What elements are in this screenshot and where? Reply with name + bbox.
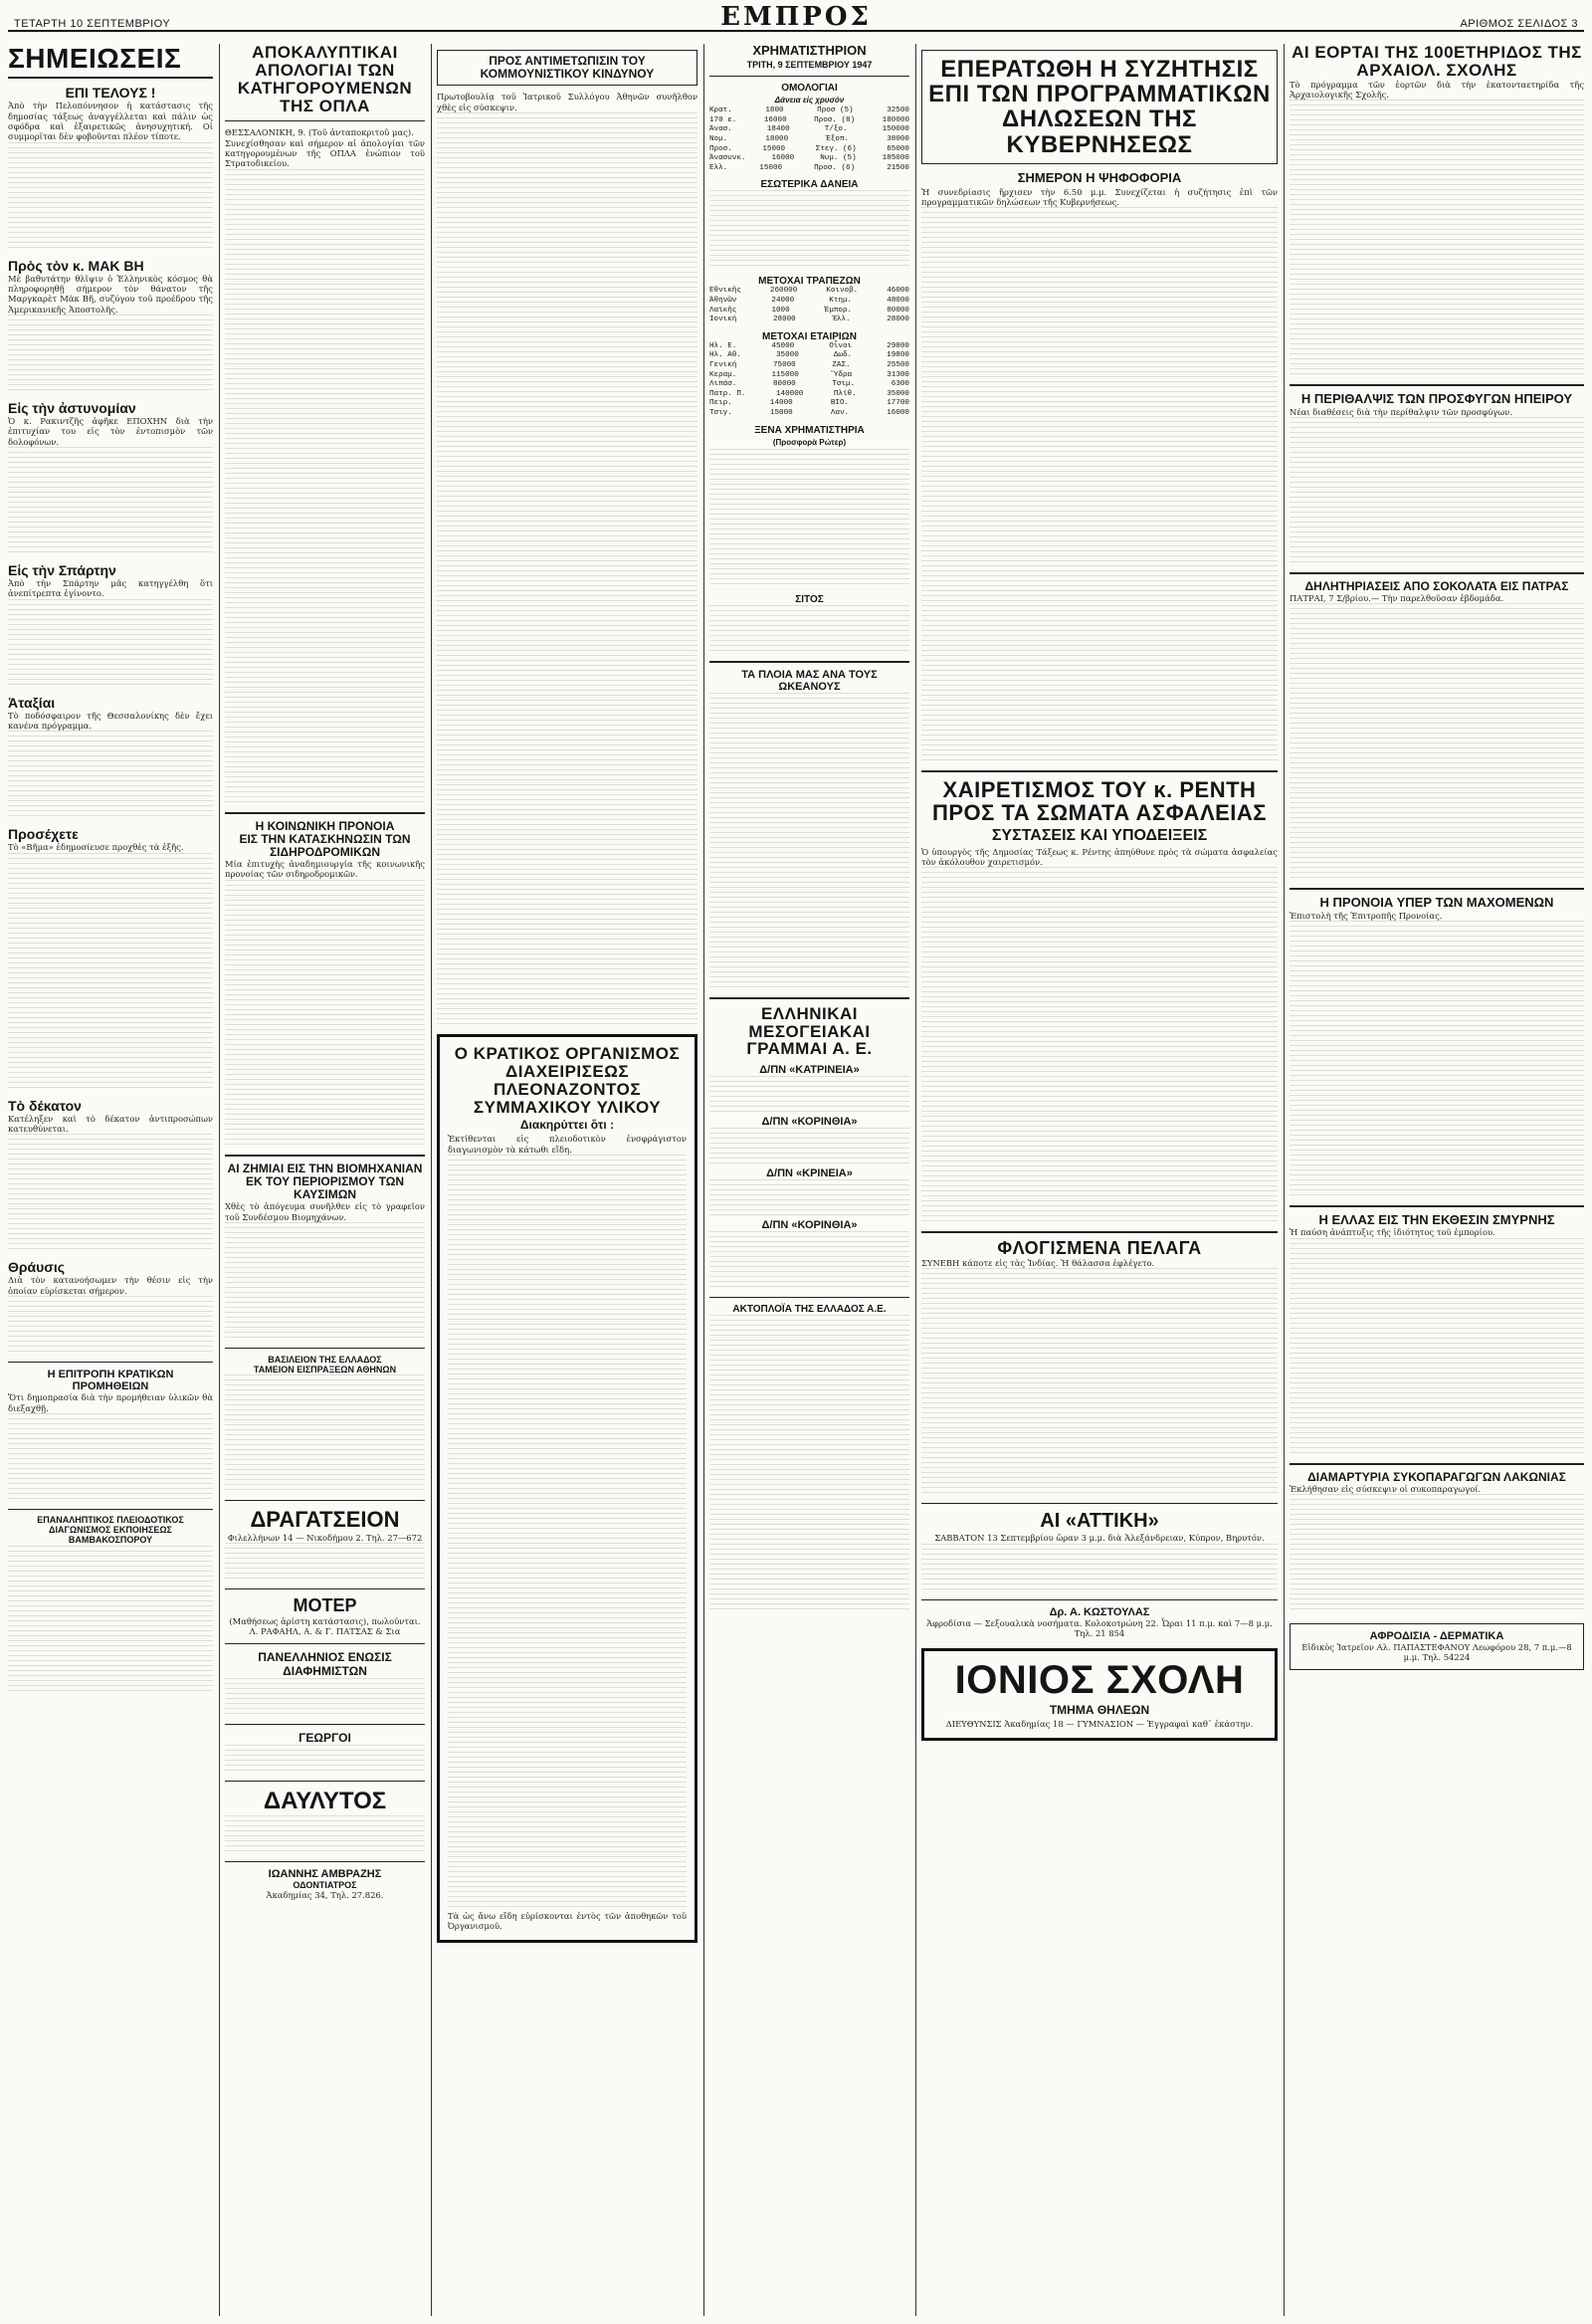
- headline: ΠΡΟΣ ΑΝΤΙΜΕΤΩΠΙΣΙΝ ΤΟΥ ΚΟΜΜΟΥΝΙΣΤΙΚΟΥ ΚΙΝΔΥΝΟΥ: [480, 54, 655, 82]
- article-title: Εἰς τὴν Σπάρτην: [8, 561, 116, 578]
- column-notes: [8, 44, 213, 2316]
- companies-table: [709, 342, 909, 419]
- article-title: Προσέχετε: [8, 826, 79, 843]
- table-cell: Προσ.: [709, 144, 732, 153]
- table-cell: Ἀνασυνκ.: [709, 154, 746, 163]
- divider: [225, 1500, 425, 1501]
- text-block: [709, 449, 909, 588]
- text-block: [1290, 921, 1584, 1199]
- medical-ad-box: [1290, 1623, 1584, 1670]
- table-cell: 260000: [769, 287, 798, 296]
- article-title: Ἀταξίαι: [8, 694, 56, 711]
- ad-text: ΣΑΒΒΑΤΟΝ 13 Σεπτεμβρίου ὥραν 3 μ.μ. διὰ Ἀλεξάνδρειαν, Κύπρον, Βηρυτόν.: [934, 1533, 1265, 1544]
- table-cell: Ἠλ. Αθ.: [709, 351, 741, 360]
- table-title: ΜΕΤΟΧΑΙ ΤΡΑΠΕΖΩΝ: [758, 276, 861, 288]
- article-title: Εἰς τὴν ἀστυνομίαν: [8, 399, 136, 416]
- ad-title: ΔΑΥΛΥΤΟΣ: [263, 1787, 387, 1814]
- column-trial: [225, 44, 425, 2316]
- table-cell: Λιπάσ.: [709, 380, 737, 389]
- bonds-table: [709, 106, 909, 173]
- notice-text: Τὰ ὡς ἄνω εἴδη εὑρίσκονται ἐντὸς τῶν ἀποθηκῶν τοῦ Ὀργανισμοῦ.: [448, 1910, 687, 1932]
- text-block: [225, 169, 425, 806]
- table-cell: Ἐλλ.: [709, 163, 728, 172]
- table-row: [709, 351, 909, 361]
- issue-date: ΤΕΤΑΡΤΗ 10 ΣΕΠΤΕΜΒΡΙΟΥ: [14, 18, 171, 30]
- table-cell: 45000: [771, 341, 795, 350]
- table-cell: Ἠλ. Ε.: [709, 341, 737, 350]
- text-block: [1290, 100, 1584, 378]
- table-cell: 31300: [887, 370, 909, 379]
- divider: [8, 1509, 213, 1510]
- text-block: [1290, 1494, 1584, 1613]
- notice-text: Ἐκτίθενται εἰς πλειοδοτικὸν ἐνσφράγιστον διαγωνισμὸν τὰ κάτωθι εἴδη.: [448, 1134, 687, 1155]
- newspaper-title: ΕΜΠΡΟΣ: [720, 2, 872, 32]
- table-cell: Κρατ.: [709, 106, 732, 115]
- divider: [921, 1599, 1278, 1600]
- notice-box: [437, 1034, 697, 1943]
- text-block: [709, 190, 909, 270]
- text-block: [709, 1315, 909, 1613]
- article-text: Ἡ συνεδρίασις ἤρχισεν τὴν 6.50 μ.μ. Συνεχίζεται ἡ συζήτησις ἐπὶ τῶν προγραμματικῶν δηλώσεων τῆς Κυβερνήσεως.: [921, 186, 1278, 208]
- table-row: [709, 297, 909, 307]
- text-block: [225, 1745, 425, 1775]
- table-cell: Τσιγ.: [709, 408, 732, 417]
- divider: [225, 120, 425, 121]
- article-text: Ἀπὸ τὴν Πελοπόννησον ἡ κατάστασις τῆς δημοσίας τάξεως ἀναγγέλλεται καὶ πάλιν ὡς σφόδρα καὶ ἐξαιρετικῶς ἀνησυχητική. Οἱ συμμορῖται δὲν φοβοῦνται πλέον τίποτε.: [8, 101, 213, 142]
- headline: Η ΠΕΡΙΘΑΛΨΙΣ ΤΩΝ ΠΡΟΣΦΥΓΩΝ ΗΠΕΙΡΟΥ: [1300, 391, 1573, 407]
- text-block: [225, 1678, 425, 1718]
- table-row: [709, 380, 909, 390]
- table-cell: 1800: [765, 106, 784, 115]
- article-text: ΠΑΤΡΑΙ, 7 Σ/βρίου.— Τὴν παρελθοῦσαν ἑβδομάδα.: [1290, 593, 1504, 604]
- table-cell: 17700: [887, 399, 909, 408]
- subheadline: ΣΗΜΕΡΟΝ Η ΨΗΦΟΦΟΡΙΑ: [1017, 169, 1182, 185]
- table-title: ΜΕΤΟΧΑΙ ΕΤΑΙΡΙΩΝ: [762, 330, 857, 342]
- table-cell: 16000: [887, 408, 909, 417]
- table-cell: Προσ. (8): [814, 115, 856, 124]
- column-divider: [1284, 44, 1285, 2316]
- article-text: Ἐκλήθησαν εἰς σύσκεψιν οἱ συκοπαραγωγοί.: [1290, 1483, 1482, 1494]
- table-cell: Πειρ.: [709, 399, 732, 408]
- table-cell: 19800: [887, 351, 909, 360]
- table-cell: 16000: [763, 115, 787, 124]
- table-cell: Γενική: [709, 361, 737, 370]
- text-block: [225, 880, 425, 1149]
- divider: [921, 1231, 1278, 1233]
- text-block: [709, 1076, 909, 1116]
- ad-text: (Μαθήσεως ἀρίστη κατάστασις), πωλοῦνται. Λ. ΡΑΦΑΗΛ, Α. & Γ. ΠΑΤΣΑΣ & Σια: [229, 1616, 421, 1637]
- table-cell: Κοινοβ.: [826, 287, 859, 296]
- column-communism: [437, 44, 697, 2316]
- section-title: ΤΑ ΠΛΟΙΑ ΜΑΣ ΑΝΑ ΤΟΥΣ ΩΚΕΑΝΟΥΣ: [741, 668, 878, 693]
- table-cell: 21500: [887, 163, 909, 172]
- article-text: Πρωτοβουλίᾳ τοῦ Ἰατρικοῦ Συλλόγου Ἀθηνῶν συνῆλθον χθὲς εἰς σύσκεψιν.: [437, 92, 697, 112]
- ad-text: Εἰδικὸς Ἰατρεῖον Αλ. ΠΑΠΑΣΤΕΦΑΝΟΥ Λεωφόρου 28, 7 π.μ.—8 μ.μ. Τηλ. 54224: [1301, 1642, 1572, 1663]
- text-block: [8, 1546, 213, 1695]
- section-date: ΤΡΙΤΗ, 9 ΣΕΠΤΕΜΒΡΙΟΥ 1947: [746, 60, 873, 71]
- table-cell: Ἀνασ.: [709, 125, 732, 134]
- text-block: [921, 1544, 1278, 1593]
- table-row: [709, 409, 909, 419]
- ad-subtitle: ΟΔΟΝΤΙΑΤΡΟΣ: [293, 1879, 357, 1890]
- table-row: [709, 145, 909, 155]
- article-text: Μία ἐπιτυχὴς ἀναδημιουργία τῆς κοινωνικῆς προνοίας τῶν σιδηροδρομικῶν.: [225, 859, 425, 880]
- divider: [921, 1503, 1278, 1504]
- divider: [709, 661, 909, 663]
- table-title: ΣΙΤΟΣ: [795, 593, 824, 605]
- table-cell: 18000: [765, 135, 789, 144]
- subheadline: ΣΥΣΤΑΣΕΙΣ ΚΑΙ ΥΠΟΔΕΙΞΕΙΣ: [991, 826, 1208, 844]
- divider: [225, 812, 425, 814]
- divider: [225, 1348, 425, 1349]
- table-cell: 115000: [771, 370, 799, 379]
- ad-title: ΜΟΤΕΡ: [293, 1595, 357, 1616]
- ship-name: Δ/ΠΝ «ΚΟΡΙΝΘΙΑ»: [761, 1116, 858, 1129]
- divider: [709, 997, 909, 999]
- table-subtitle: Δάνεια εἰς χρυσόν: [774, 96, 845, 106]
- text-block: [225, 1815, 425, 1855]
- table-cell: 80000: [772, 380, 796, 389]
- table-cell: 48000: [887, 297, 909, 306]
- ad-title: ΑΦΡΟΔΙΣΙΑ - ΔΕΡΜΑΤΙΚΑ: [1369, 1630, 1504, 1643]
- text-block: [921, 867, 1278, 1225]
- table-cell: Ἰονική: [709, 316, 737, 324]
- table-cell: 24000: [771, 297, 795, 306]
- text-block: [8, 599, 213, 689]
- table-row: [709, 164, 909, 174]
- text-block: [225, 1374, 425, 1494]
- table-cell: Πατρ. Π.: [709, 389, 746, 398]
- divider: [709, 76, 909, 77]
- divider: [709, 1297, 909, 1298]
- text-block: [8, 142, 213, 252]
- table-row: [709, 361, 909, 371]
- ad-title: Δρ. Α. ΚΩΣΤΟΥΛΑΣ: [1049, 1605, 1150, 1618]
- table-cell: 38000: [887, 135, 909, 144]
- ship-name: Δ/ΠΝ «ΚΟΡΙΝΘΙΑ»: [761, 1219, 858, 1232]
- ship-name: Δ/ΠΝ «ΚΡΙΝΕΙΑ»: [766, 1167, 853, 1180]
- text-block: [709, 605, 909, 655]
- table-cell: 32500: [887, 106, 909, 115]
- article-text: Διὰ τὸν κατανοήσωμεν τὴν θέσιν εἰς τὴν ὁποίαν εὑρίσκεται σήμερον.: [8, 1275, 213, 1296]
- table-cell: Στεγ. (6): [815, 144, 857, 153]
- ad-title: ΙΩΑΝΝΗΣ ΑΜΒΡΑΖΗΣ: [268, 1867, 382, 1880]
- table-cell: 150000: [882, 125, 909, 134]
- column-divider: [915, 44, 916, 2316]
- text-block: [1290, 1238, 1584, 1457]
- text-block: [1290, 417, 1584, 566]
- table-row: [709, 116, 909, 126]
- notes-heading: ΣΗΜΕΙΩΣΕΙΣ: [8, 44, 213, 79]
- shipping-line-title: ΕΛΛΗΝΙΚΑΙ ΜΕΣΟΓΕΙΑΚΑΙ ΓΡΑΜΜΑΙ Α. Ε.: [746, 1003, 873, 1059]
- table-title: ΟΜΟΛΟΓΙΑΙ: [781, 83, 838, 95]
- article-title: Θράυσις: [8, 1259, 66, 1276]
- table-row: [709, 316, 909, 325]
- column-divider: [219, 44, 220, 2316]
- divider: [1290, 1205, 1584, 1207]
- table-row: [709, 307, 909, 317]
- text-block: [709, 693, 909, 991]
- table-row: [709, 125, 909, 135]
- table-cell: Νυμ. (5): [820, 154, 857, 163]
- table-cell: 35000: [775, 351, 799, 360]
- notice-subtitle: Διακηρύττει ὅτι :: [519, 1118, 615, 1133]
- text-block: [8, 447, 213, 556]
- notice-text: Ὅτι δημοπρασία διὰ τὴν προμήθειαν ὑλικῶν θὰ διεξαχθῇ.: [8, 1392, 213, 1413]
- headline: ΔΙΑΜΑΡΤΥΡΙΑ ΣΥΚΟΠΑΡΑΓΩΓΩΝ ΛΑΚΩΝΙΑΣ: [1307, 1469, 1566, 1484]
- table-cell: 1000: [771, 306, 790, 315]
- table-title: ΕΣΩΤΕΡΙΚΑ ΔΑΝΕΙΑ: [760, 179, 859, 191]
- table-cell: ΒΙΟ.: [830, 399, 850, 408]
- table-row: [709, 342, 909, 352]
- divider: [1290, 1463, 1584, 1465]
- table-cell: Τσιμ.: [832, 380, 856, 389]
- ad-text: ΔΙΕΥΘΥΝΣΙΣ Ἀκαδημίας 18 — ΓΥΜΝΑΣΙΟΝ — Ἐγγραφαὶ καθ᾽ ἑκάστην.: [945, 1719, 1254, 1730]
- article-text: Ὁ κ. Ρακιντζῆς ἀφῆκε ΕΠΟΧΗΝ διὰ τὴν ἐπιτυχίαν του εἰς τὸν ἐντοπισμὸν τῶν δολοφόνων.: [8, 416, 213, 447]
- column-divider: [703, 44, 704, 2316]
- ad-title: ΒΑΣΙΛΕΙΟΝ ΤΗΣ ΕΛΛΑΔΟΣ: [268, 1354, 382, 1365]
- table-row: [709, 371, 909, 381]
- text-block: [448, 1155, 687, 1911]
- headline: ΑΙ ΖΗΜΙΑΙ ΕΙΣ ΤΗΝ ΒΙΟΜΗΧΑΝΙΑΝ ΕΚ ΤΟΥ ΠΕΡΙΟΡΙΣΜΟΥ ΤΩΝ ΚΑΥΣΙΜΩΝ: [227, 1161, 423, 1202]
- ad-subtitle: ΤΜΗΜΑ ΘΗΛΕΩΝ: [1049, 1703, 1150, 1718]
- notice-title: Η ΕΠΙΤΡΟΠΗ ΚΡΑΤΙΚΩΝ ΠΡΟΜΗΘΕΙΩΝ: [47, 1369, 174, 1393]
- article-text: Τὸ ποδόσφαιρον τῆς Θεσσαλονίκης δὲν ἔχει κανένα πρόγραμμα.: [8, 710, 213, 732]
- headline: ΦΛΟΓΙΣΜΕΝΑ ΠΕΛΑΓΑ: [997, 1238, 1202, 1259]
- column-divider: [431, 44, 432, 2316]
- table-cell: 28000: [772, 316, 796, 324]
- article-text: Κατέληξεν καὶ τὸ δέκατον ἀντιπροσώπων κατευθύνεται.: [8, 1113, 213, 1135]
- notice-title: ΕΠΑΝΑΛΗΠΤΙΚΟΣ ΠΛΕΙΟΔΟΤΙΚΟΣ ΔΙΑΓΩΝΙΣΜΟΣ ΕΚΠΟΙΗΣΕΩΣ ΒΑΜΒΑΚΟΣΠΟΡΟΥ: [37, 1514, 184, 1545]
- agency-title: ΑΚΤΟΠΛΟΪΑ ΤΗΣ ΕΛΛΑΔΟΣ Α.Ε.: [732, 1304, 887, 1316]
- article-text: Ὁ ὑπουργὸς τῆς Δημοσίας Τάξεως κ. Ρέντης ἀπηύθυνε πρὸς τὰ σώματα ἀσφαλείας τὸν ἀκόλουθον χαιρετισμόν.: [921, 846, 1278, 867]
- divider: [225, 1588, 425, 1589]
- table-cell: ΖΑΣ.: [832, 361, 851, 370]
- text-block: [921, 207, 1278, 764]
- table-cell: 65000: [887, 144, 909, 153]
- page-number: ΑΡΙΘΜΟΣ ΣΕΛΙΔΟΣ 3: [1460, 18, 1578, 30]
- table-subtitle: (Προσφορὰ Ρώτερ): [772, 437, 847, 447]
- table-cell: Ἀθηνῶν: [709, 297, 737, 306]
- divider: [1290, 888, 1584, 890]
- table-cell: 180000: [882, 115, 909, 124]
- divider: [225, 1643, 425, 1644]
- table-row: [709, 154, 909, 164]
- table-cell: 18400: [766, 125, 790, 134]
- table-cell: Δωδ.: [833, 351, 853, 360]
- table-row: [709, 390, 909, 400]
- ship-name: Δ/ΠΝ «ΚΑΤΡΙΝΕΙΑ»: [759, 1064, 860, 1077]
- table-cell: Ἑλλ.: [832, 316, 851, 324]
- table-row: [709, 106, 909, 116]
- table-cell: Τ/ξο.: [824, 125, 848, 134]
- ad-title: ΙΟΝΙΟΣ ΣΧΟΛΗ: [954, 1658, 1245, 1703]
- ad-title: ΓΕΩΡΓΟΙ: [298, 1730, 351, 1745]
- column-events: [1290, 44, 1584, 2316]
- article-text: Νέαι διαθέσεις διὰ τὴν περίθαλψιν τῶν προσφύγων.: [1290, 406, 1512, 417]
- article-text: Ἐπιστολὴ τῆς Ἐπιτροπῆς Προνοίας.: [1290, 910, 1443, 921]
- article-text: Ἀπὸ τὴν Σπάρτην μᾶς κατηγγέλθη ὅτι ἀνεπίτρεπτα ἐγίνοντο.: [8, 578, 213, 599]
- table-cell: Πλίθ.: [833, 389, 857, 398]
- text-block: [8, 1296, 213, 1356]
- divider: [8, 1362, 213, 1363]
- notice-headline: Ο ΚΡΑΤΙΚΟΣ ΟΡΓΑΝΙΣΜΟΣ ΔΙΑΧΕΙΡΙΣΕΩΣ ΠΛΕΟΝΑΖΟΝΤΟΣ ΣΥΜΜΑΧΙΚΟΥ ΥΛΙΚΟΥ: [454, 1043, 681, 1117]
- text-block: [8, 1413, 213, 1503]
- text-block: [921, 1268, 1278, 1497]
- article-text: Συνεχίσθησαν καὶ σήμερον αἱ ἀπολογίαι τῶν κατηγορουμένων τῆς ΟΠΛΑ ἐνώπιον τοῦ Στρατοδικείου.: [225, 137, 425, 169]
- divider: [921, 770, 1278, 772]
- text-block: [225, 1222, 425, 1342]
- headline-box: [921, 50, 1278, 164]
- headline: ΑΠΟΚΑΛΥΠΤΙΚΑΙ ΑΠΟΛΟΓΙΑΙ ΤΩΝ ΚΑΤΗΓΟΡΟΥΜΕΝΩΝ ΤΗΣ ΟΠΛΑ: [237, 44, 413, 115]
- article-text: ΣΥΝΕΒΗ κάποτε εἰς τὰς Ἰνδίας. Ἡ θάλασσα ἐφλέγετο.: [921, 1258, 1155, 1269]
- ad-title: ΑΙ «ΑΤΤΙΚΗ»: [1040, 1510, 1159, 1533]
- table-cell: Λαϊκῆς: [709, 306, 737, 315]
- table-cell: 15000: [769, 408, 793, 417]
- section-title: ΧΡΗΜΑΤΙΣΤΗΡΙΟΝ: [752, 44, 867, 58]
- headline: ΕΠΕΡΑΤΩΘΗ Η ΣΥΖΗΤΗΣΙΣ ΕΠΙ ΤΩΝ ΠΡΟΓΡΑΜΜΑΤΙΚΩΝ ΔΗΛΩΣΕΩΝ ΤΗΣ ΚΥΒΕΡΝΗΣΕΩΣ: [928, 56, 1271, 158]
- text-block: [709, 1231, 909, 1291]
- column-parliament: [921, 44, 1278, 2316]
- table-cell: Ὕδρα: [833, 370, 853, 379]
- table-cell: Προσ (5): [817, 106, 854, 115]
- ad-text: Φιλελλήνων 14 — Νικοδήμου 2. Τηλ. 27—672: [227, 1532, 423, 1543]
- article-text: Τὸ «Βῆμα» ἐδημοσίευσε προχθὲς τὰ ἑξῆς.: [8, 842, 184, 853]
- column-stock-exchange: [709, 44, 909, 2316]
- table-row: [709, 287, 909, 297]
- article-title: Πρὸς τὸν κ. ΜΑΚ ΒΗ: [8, 257, 144, 274]
- text-block: [8, 853, 213, 1092]
- article-title: ΕΠΙ ΤΕΛΟΥΣ !: [65, 85, 156, 102]
- divider: [1290, 572, 1584, 574]
- table-cell: Κτημ.: [829, 297, 853, 306]
- ad-title: ΠΑΝΕΛΛΗΝΙΟΣ ΕΝΩΣΙΣ ΔΙΑΦΗΜΙΣΤΩΝ: [258, 1649, 392, 1678]
- text-block: [437, 112, 697, 1028]
- text-block: [225, 1543, 425, 1583]
- table-cell: Ἐθνικῆς: [709, 287, 741, 296]
- divider: [225, 1781, 425, 1782]
- divider: [225, 1724, 425, 1725]
- table-cell: 185000: [882, 154, 909, 163]
- article-text: Χθὲς τὸ ἀπόγευμα συνῆλθεν εἰς τὸ γραφεῖον τοῦ Συνδέσμου Βιομηχάνων.: [225, 1201, 425, 1222]
- table-cell: Λαν.: [830, 408, 850, 417]
- school-ad-box: [921, 1648, 1278, 1740]
- text-block: [709, 1128, 909, 1167]
- text-block: [8, 1134, 213, 1253]
- headline: Η ΕΛΛΑΣ ΕΙΣ ΤΗΝ ΕΚΘΕΣΙΝ ΣΜΥΡΝΗΣ: [1318, 1211, 1555, 1227]
- banks-table: [709, 287, 909, 324]
- headline: ΑΙ ΕΟΡΤΑΙ ΤΗΣ 100ΕΤΗΡΙΔΟΣ ΤΗΣ ΑΡΧΑΙΟΛ. ΣΧΟΛΗΣ: [1292, 44, 1582, 80]
- text-block: [8, 315, 213, 394]
- table-cell: 28000: [887, 316, 909, 324]
- table-cell: Οἶνοι: [829, 341, 853, 350]
- article-title: Τὸ δέκατον: [8, 1097, 82, 1114]
- article-text: Μὲ βαθυτάτην θλῖψιν ὁ Ἑλληνικὸς κόσμος θὰ πληροφορηθῇ σήμερον τὸν θάνατον τῆς Μαργκαρὲτ Μὰκ Βῆ, συζύγου τοῦ προέδρου τῆς Ἀμερικανικῆς Ἀποστολῆς.: [8, 273, 213, 315]
- table-cell: 140000: [776, 389, 804, 398]
- table-cell: 6300: [891, 380, 909, 389]
- article-text: Ἡ παύση ἀνάπτυξις τῆς ἰδιότητος τοῦ ἐμπορίου.: [1290, 1227, 1495, 1238]
- table-row: [709, 135, 909, 145]
- divider: [225, 1155, 425, 1157]
- headline: Η ΠΡΟΝΟΙΑ ΥΠΕΡ ΤΩΝ ΜΑΧΟΜΕΝΩΝ: [1319, 895, 1554, 911]
- table-cell: 46000: [887, 287, 909, 296]
- masthead: [0, 0, 1592, 48]
- headline: ΔΗΛΗΤΗΡΙΑΣΕΙΣ ΑΠΟ ΣΟΚΟΛΑΤΑ ΕΙΣ ΠΑΤΡΑΣ: [1304, 578, 1569, 593]
- table-cell: Ἐξοπ.: [826, 135, 850, 144]
- table-cell: 29800: [887, 341, 909, 350]
- table-cell: 75000: [772, 361, 796, 370]
- ad-subtitle: ΤΑΜΕΙΟΝ ΕΙΣΠΡΑΞΕΩΝ ΑΘΗΝΩΝ: [253, 1364, 397, 1374]
- dateline: ΘΕΣΣΑΛΟΝΙΚΗ, 9. (Τοῦ ἀνταποκριτοῦ μας).: [225, 127, 414, 138]
- ad-text: Ἀκαδημίας 34, Τηλ. 27.826.: [266, 1889, 384, 1900]
- headline: ΧΑΙΡΕΤΙΣΜΟΣ ΤΟΥ κ. ΡΕΝΤΗ ΠΡΟΣ ΤΑ ΣΩΜΑΤΑ ΑΣΦΑΛΕΙΑΣ: [931, 777, 1267, 826]
- table-cell: 25500: [887, 361, 909, 370]
- text-block: [709, 1179, 909, 1219]
- table-cell: 35000: [887, 389, 909, 398]
- table-cell: Νομ.: [709, 135, 728, 144]
- section-title: Η ΚΟΙΝΩΝΙΚΗ ΠΡΟΝΟΙΑ: [255, 818, 395, 833]
- ad-text: Ἀφροδίσια — Σεξουαλικὰ νοσήματα. Κολοκοτρώνη 22. Ὧραι 11 π.μ. καὶ 7—8 μ.μ. Τηλ. 21 854: [926, 1617, 1273, 1638]
- table-cell: Προσ. (6): [814, 163, 856, 172]
- table-cell: 80000: [887, 306, 909, 315]
- table-cell: 15000: [759, 163, 783, 172]
- table-cell: Κεραμ.: [709, 370, 737, 379]
- ad-title: ΔΡΑΓΑΤΣΕΙΟΝ: [250, 1506, 400, 1532]
- table-row: [709, 399, 909, 409]
- table-cell: 16000: [771, 154, 795, 163]
- text-block: [1290, 603, 1584, 882]
- table-cell: Ἐμπορ.: [824, 306, 853, 315]
- text-block: [8, 731, 213, 820]
- table-cell: 170 ε.: [709, 115, 737, 124]
- table-cell: 15000: [762, 144, 786, 153]
- table-cell: 14000: [769, 399, 793, 408]
- headline: ΕΙΣ ΤΗΝ ΚΑΤΑΣΚΗΝΩΣΙΝ ΤΩΝ ΣΙΔΗΡΟΔΡΟΜΙΚΩΝ: [239, 831, 411, 859]
- article-text: Τὸ πρόγραμμα τῶν ἑορτῶν διὰ τὴν ἑκατονταετηρίδα τῆς Ἀρχαιολογικῆς Σχολῆς.: [1290, 79, 1584, 100]
- divider: [1290, 384, 1584, 386]
- divider: [225, 1861, 425, 1862]
- headline-box: [437, 50, 697, 86]
- table-title: ΞΕΝΑ ΧΡΗΜΑΤΙΣΤΗΡΙΑ: [754, 424, 865, 436]
